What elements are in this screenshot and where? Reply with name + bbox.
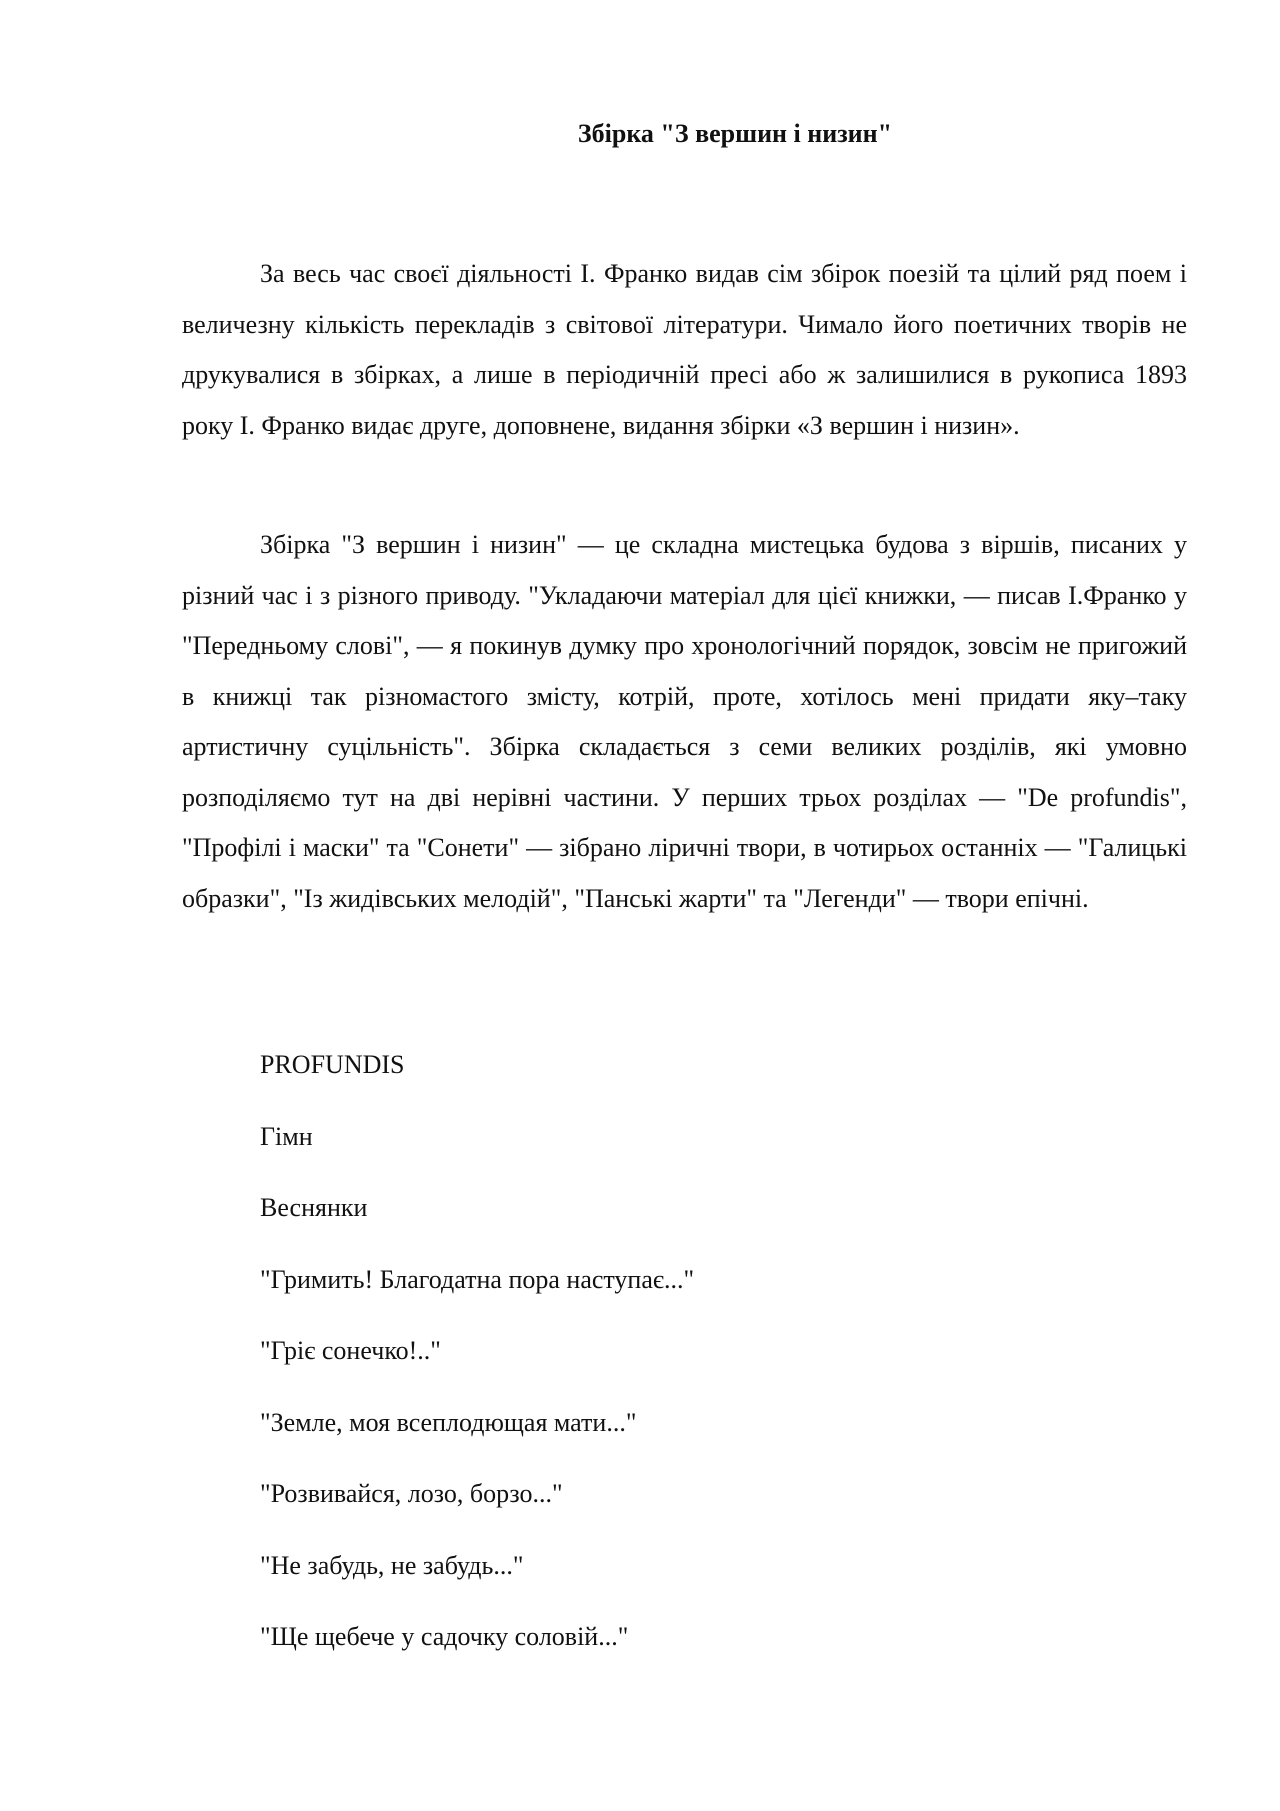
contents-item: "Не забудь, не забудь..." [260,1550,524,1580]
contents-item: "Земле, моя всеплодющая мати..." [260,1407,637,1437]
contents-item: Гімн [260,1121,313,1151]
contents-item: "Ще щебече у садочку соловій..." [260,1622,629,1651]
contents-item: Веснянки [260,1193,368,1222]
contents-item: "Розвивайся, лозо, борзо..." [260,1479,563,1508]
document-title: Збірка "З вершин і низин" [577,119,893,148]
paragraph-structure: Збірка "З вершин і низин" — це складна мистецька будова з віршів, писаних у різний час і з різного приводу. "Укладаючи матеріал для цієї книжки, — писав І.Франко у "Передньому слові", — я покинув думку про хронологічний порядок, зовсім не пригожий в книжці так різномастого змісту, котрій, проте, хотілось мені придати яку–таку артистичну суцільність". Збірка складається з семи великих розділів, які умовно розподіляємо тут на дві нерівні частини. У перших трьох розділах — "De profundis", "Профілі і маски" та "Сонети" — зібрано ліричні твори, в чотирьох останніх — "Галицькі образки", "Із жидівських мелодій", "Панські жарти" та "Легенди" — твори епічні. [182,530,1187,913]
contents-item: "Гримить! Благодатна пора наступає..." [260,1264,695,1294]
contents-item: PROFUNDIS [260,1050,405,1079]
paragraph-intro: За весь час своєї діяльності І. Франко видав сім збірок поезій та цілий ряд поем і величезну кількість перекладів з світової літератури. Чимало його поетичних творів не друкувалися в збірках, а лише в періодичній пресі або ж залишилися в рукописа 1893 року І. Франко видає друге, доповнене, видання збірки «З вершин і низин». [182,259,1187,440]
contents-list [260,1049,694,1693]
contents-item: "Гріє сонечко!.." [260,1336,441,1365]
